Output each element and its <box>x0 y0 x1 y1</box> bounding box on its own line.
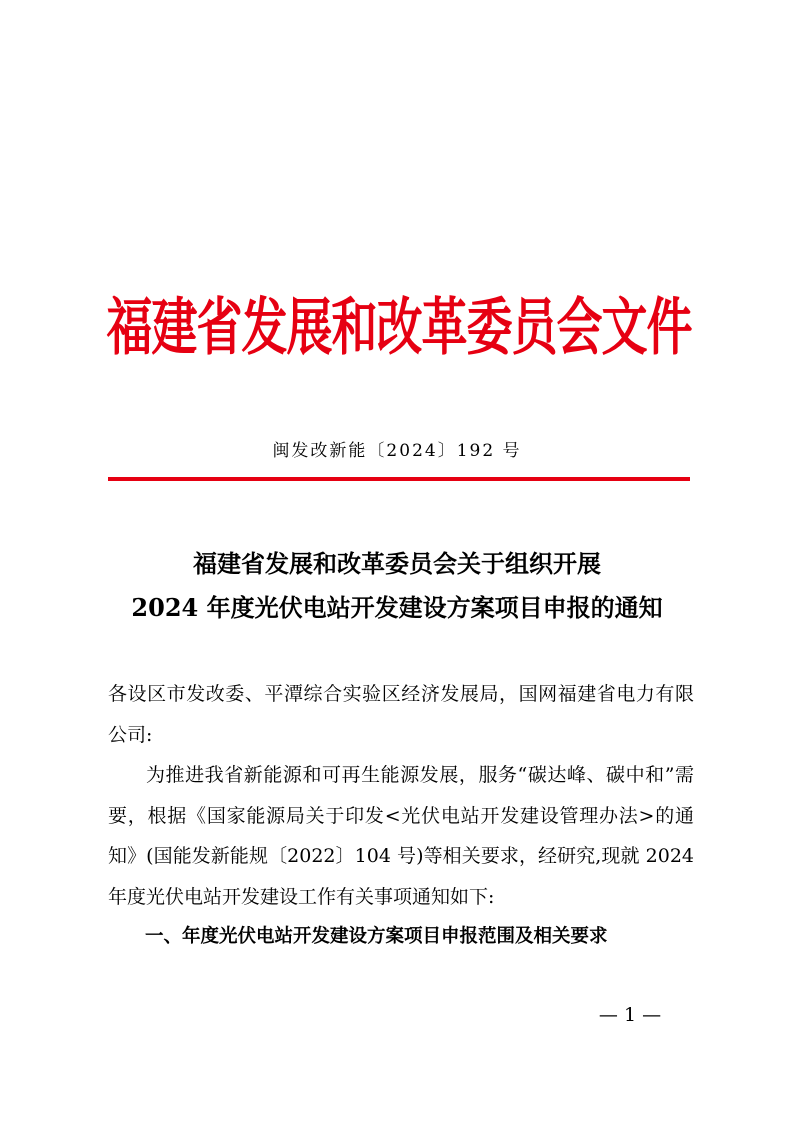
section-1-heading: 一、年度光伏电站开发建设方案项目申报范围及相关要求 <box>145 926 608 947</box>
document-number: 闽发改新能〔2024〕192 号 <box>272 441 522 461</box>
recipients-paragraph: 各设区市发改委、平潭综合实验区经济发展局，国网福建省电力有限公司: <box>108 683 694 746</box>
issuer-header-title: 福建省发展和改革委员会文件 <box>106 290 692 364</box>
document-title-line-2: 2024 年度光伏电站开发建设方案项目申报的通知 <box>131 593 663 622</box>
page-number: — 1 — <box>598 1004 662 1026</box>
document-title-line-1: 福建省发展和改革委员会关于组织开展 <box>193 549 601 578</box>
document-body <box>108 674 694 958</box>
intro-paragraph: 为推进我省新能源和可再生能源发展，服务“碳达峰、碳中和”需要，根据《国家能源局关于印发<光伏电站开发建设管理办法>的通知》(国能发新能规〔2022〕104 号)等相关要求，经研究,现就 2024 年度光伏电站开发建设工作有关事项通知如下: <box>108 764 694 908</box>
document-title <box>90 542 704 630</box>
red-separator-line <box>108 477 690 481</box>
